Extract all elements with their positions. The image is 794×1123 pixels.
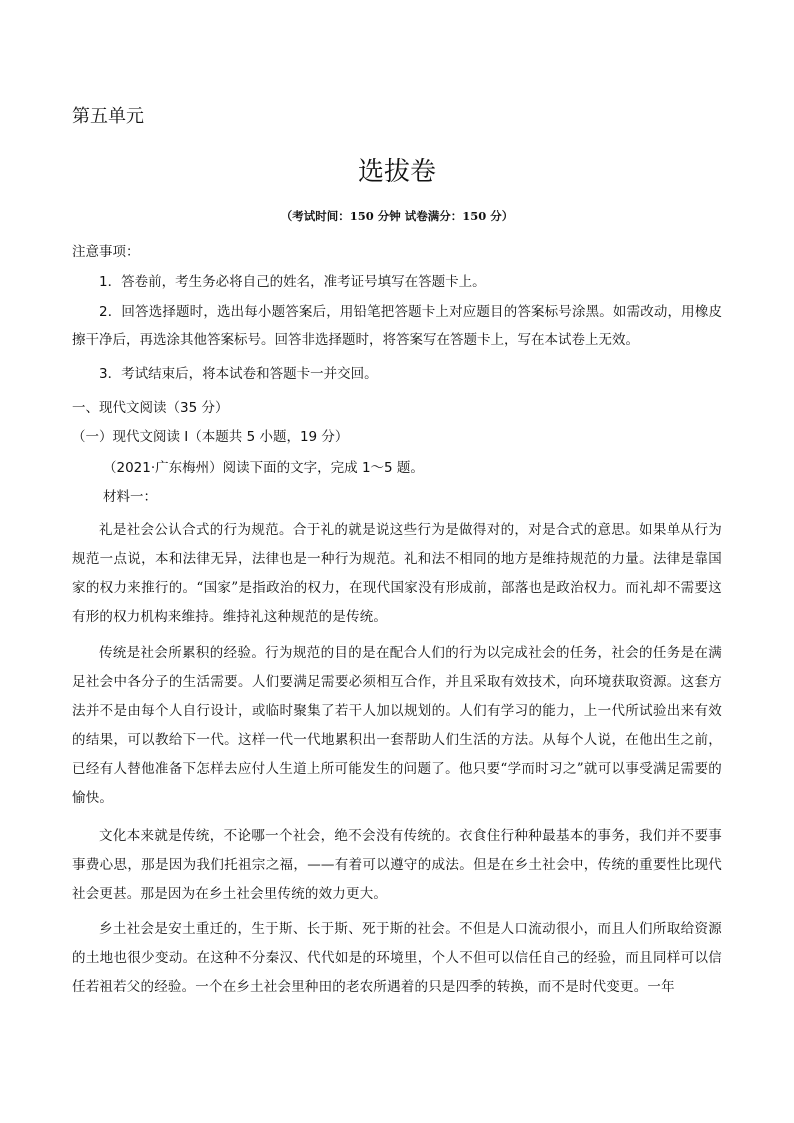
reading-instruction: （2021·广东梅州）阅读下面的文字，完成 1～5 题。 bbox=[103, 460, 424, 476]
exam-meta: （考试时间：150 分钟 试卷满分：150 分） bbox=[280, 209, 514, 223]
note-item-1: 1．答卷前，考生务必将自己的姓名，准考证号填写在答题卡上。 bbox=[99, 274, 486, 290]
passage-paragraph-1: 礼是社会公认合式的行为规范。合于礼的就是说这些行为是做得对的，对是合式的意思。如果单从行为规范一点说，本和法律无异，法律也是一种行为规范。礼和法不相同的地方是维持规范的力量。法律是靠国家的权力来推行的。“国家”是指政治的权力，在现代国家没有形成前，部落也是政治权力。而礼却不需要这有形的权力机构来维持。维持礼这种规范的是传统。 bbox=[72, 522, 722, 625]
note-item-2: 2．回答选择题时，选出每小题答案后，用铅笔把答题卡上对应题目的答案标号涂黑。如需改动，用橡皮擦干净后，再选涂其他答案标号。回答非选择题时，将答案写在答题卡上，写在本试卷上无效。 bbox=[72, 304, 722, 348]
material-label: 材料一： bbox=[103, 489, 157, 505]
page-title: 选拔卷 bbox=[357, 157, 436, 187]
notes-heading: 注意事项： bbox=[72, 244, 140, 260]
section-one-title: 一、现代文阅读（35 分） bbox=[72, 400, 229, 416]
unit-label: 第五单元 bbox=[72, 106, 144, 127]
passage-paragraph-2: 传统是社会所累积的经验。行为规范的目的是在配合人们的行为以完成社会的任务，社会的任务是在满足社会中各分子的生活需要。人们要满足需要必须相互合作，并且采取有效技术，向环境获取资源。这套方法并不是由每个人自行设计，或临时聚集了若干人加以规划的。人们有学习的能力，上一代所试验出来有效的结果，可以教给下一代。这样一代一代地累积出一套帮助人们生活的方法。从每个人说，在他出生之前，已经有人替他准备下怎样去应付人生道上所可能发生的问题了。他只要“学而时习之”就可以事受满足需要的愉快。 bbox=[72, 645, 722, 806]
note-item-3: 3．考试结束后，将本试卷和答题卡一并交回。 bbox=[99, 366, 378, 382]
passage-paragraph-3: 文化本来就是传统，不论哪一个社会，绝不会没有传统的。衣食住行种种最基本的事务，我们并不要事事费心思，那是因为我们托祖宗之福，——有着可以遵守的成法。但是在乡土社会中，传统的重要性比现代社会更甚。那是因为在乡土社会里传统的效力更大。 bbox=[72, 828, 722, 902]
subsection-one-title: （一）现代文阅读 I（本题共 5 小题，19 分） bbox=[72, 429, 349, 445]
passage-paragraph-4: 乡土社会是安土重迁的，生于斯、长于斯、死于斯的社会。不但是人口流动很小，而且人们所取给资源的土地也很少变动。在这种不分秦汉、代代如是的环境里，个人不但可以信任自己的经验，而且同样可以信任若祖若父的经验。一个在乡土社会里种田的老农所遇着的只是四季的转换，而不是时代变更。一年 bbox=[72, 921, 722, 995]
